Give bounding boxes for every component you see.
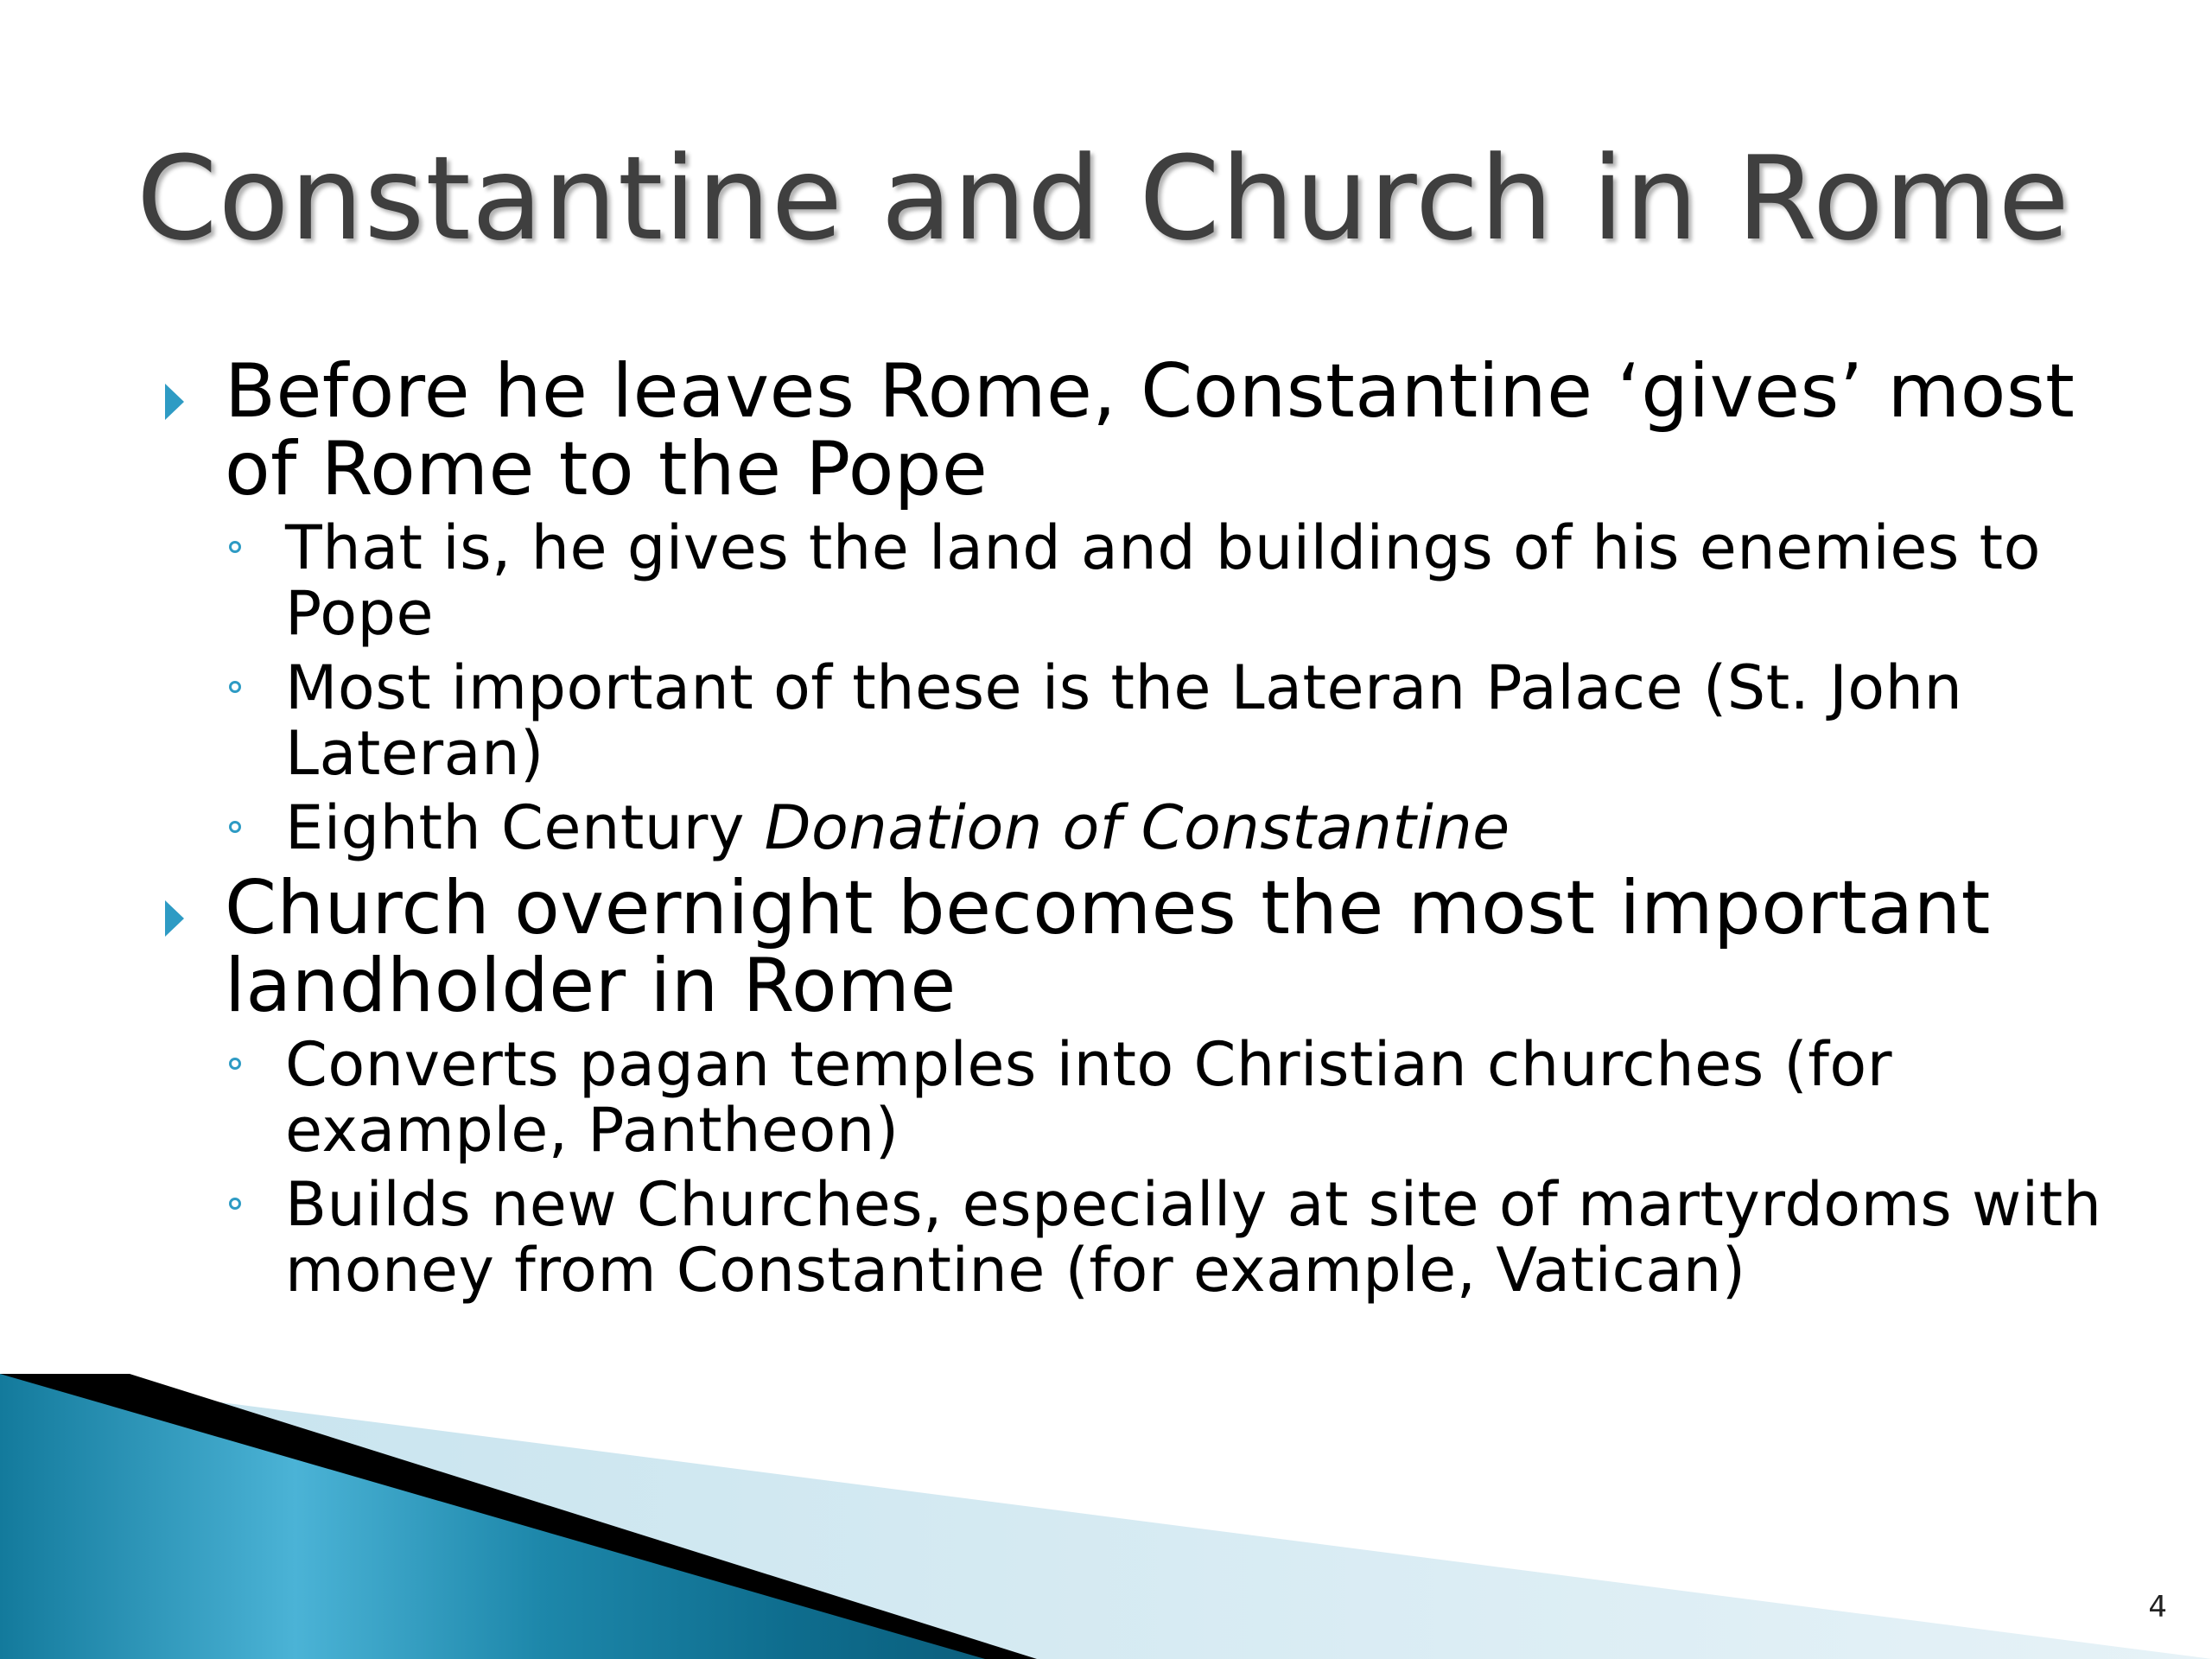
sub-bullet-text: Builds new Churches, especially at site of martyrdoms with money from Constantine (for example, Vatican) xyxy=(285,1169,2102,1306)
circle-bullet-icon xyxy=(229,821,241,833)
bullet-level2 xyxy=(160,652,2104,789)
sub-bullet-list xyxy=(160,1029,2104,1306)
sub-bullet-text: Most important of these is the Lateran Palace (St. John Lateran) xyxy=(285,652,1963,789)
circle-bullet-icon xyxy=(229,1058,241,1070)
sub-bullet-text: Converts pagan temples into Christian churches (for example, Pantheon) xyxy=(285,1029,1892,1166)
triangle-bullet-icon xyxy=(165,384,184,420)
corner-swoosh-decoration xyxy=(0,1374,2212,1659)
bullet-level2 xyxy=(160,512,2104,649)
triangle-bullet-icon xyxy=(165,900,184,937)
bullet-level1 xyxy=(160,348,2104,512)
bullet-text: Church overnight becomes the most important landholder in Rome xyxy=(225,865,1991,1029)
bullet-level2 xyxy=(160,792,2104,863)
bullet-level1 xyxy=(160,865,2104,1029)
bullet-text: Before he leaves Rome, Constantine ‘gives’ most of Rome to the Pope xyxy=(225,348,2075,512)
sub-bullet-text: That is, he gives the land and buildings of his enemies to Pope xyxy=(285,512,2041,649)
circle-bullet-icon xyxy=(229,541,241,553)
page-number: 4 xyxy=(2148,1590,2167,1624)
sub-bullet-list xyxy=(160,512,2104,863)
circle-bullet-icon xyxy=(229,1198,241,1210)
sub-bullet-italic-text: Donation of Constantine xyxy=(764,792,1510,863)
slide-body xyxy=(160,348,2104,1312)
bullet-level2 xyxy=(160,1029,2104,1166)
circle-bullet-icon xyxy=(229,681,241,693)
slide-title: Constantine and Church in Rome xyxy=(137,131,2070,266)
sub-bullet-text: Eighth Century xyxy=(285,792,765,863)
bullet-level2 xyxy=(160,1169,2104,1306)
